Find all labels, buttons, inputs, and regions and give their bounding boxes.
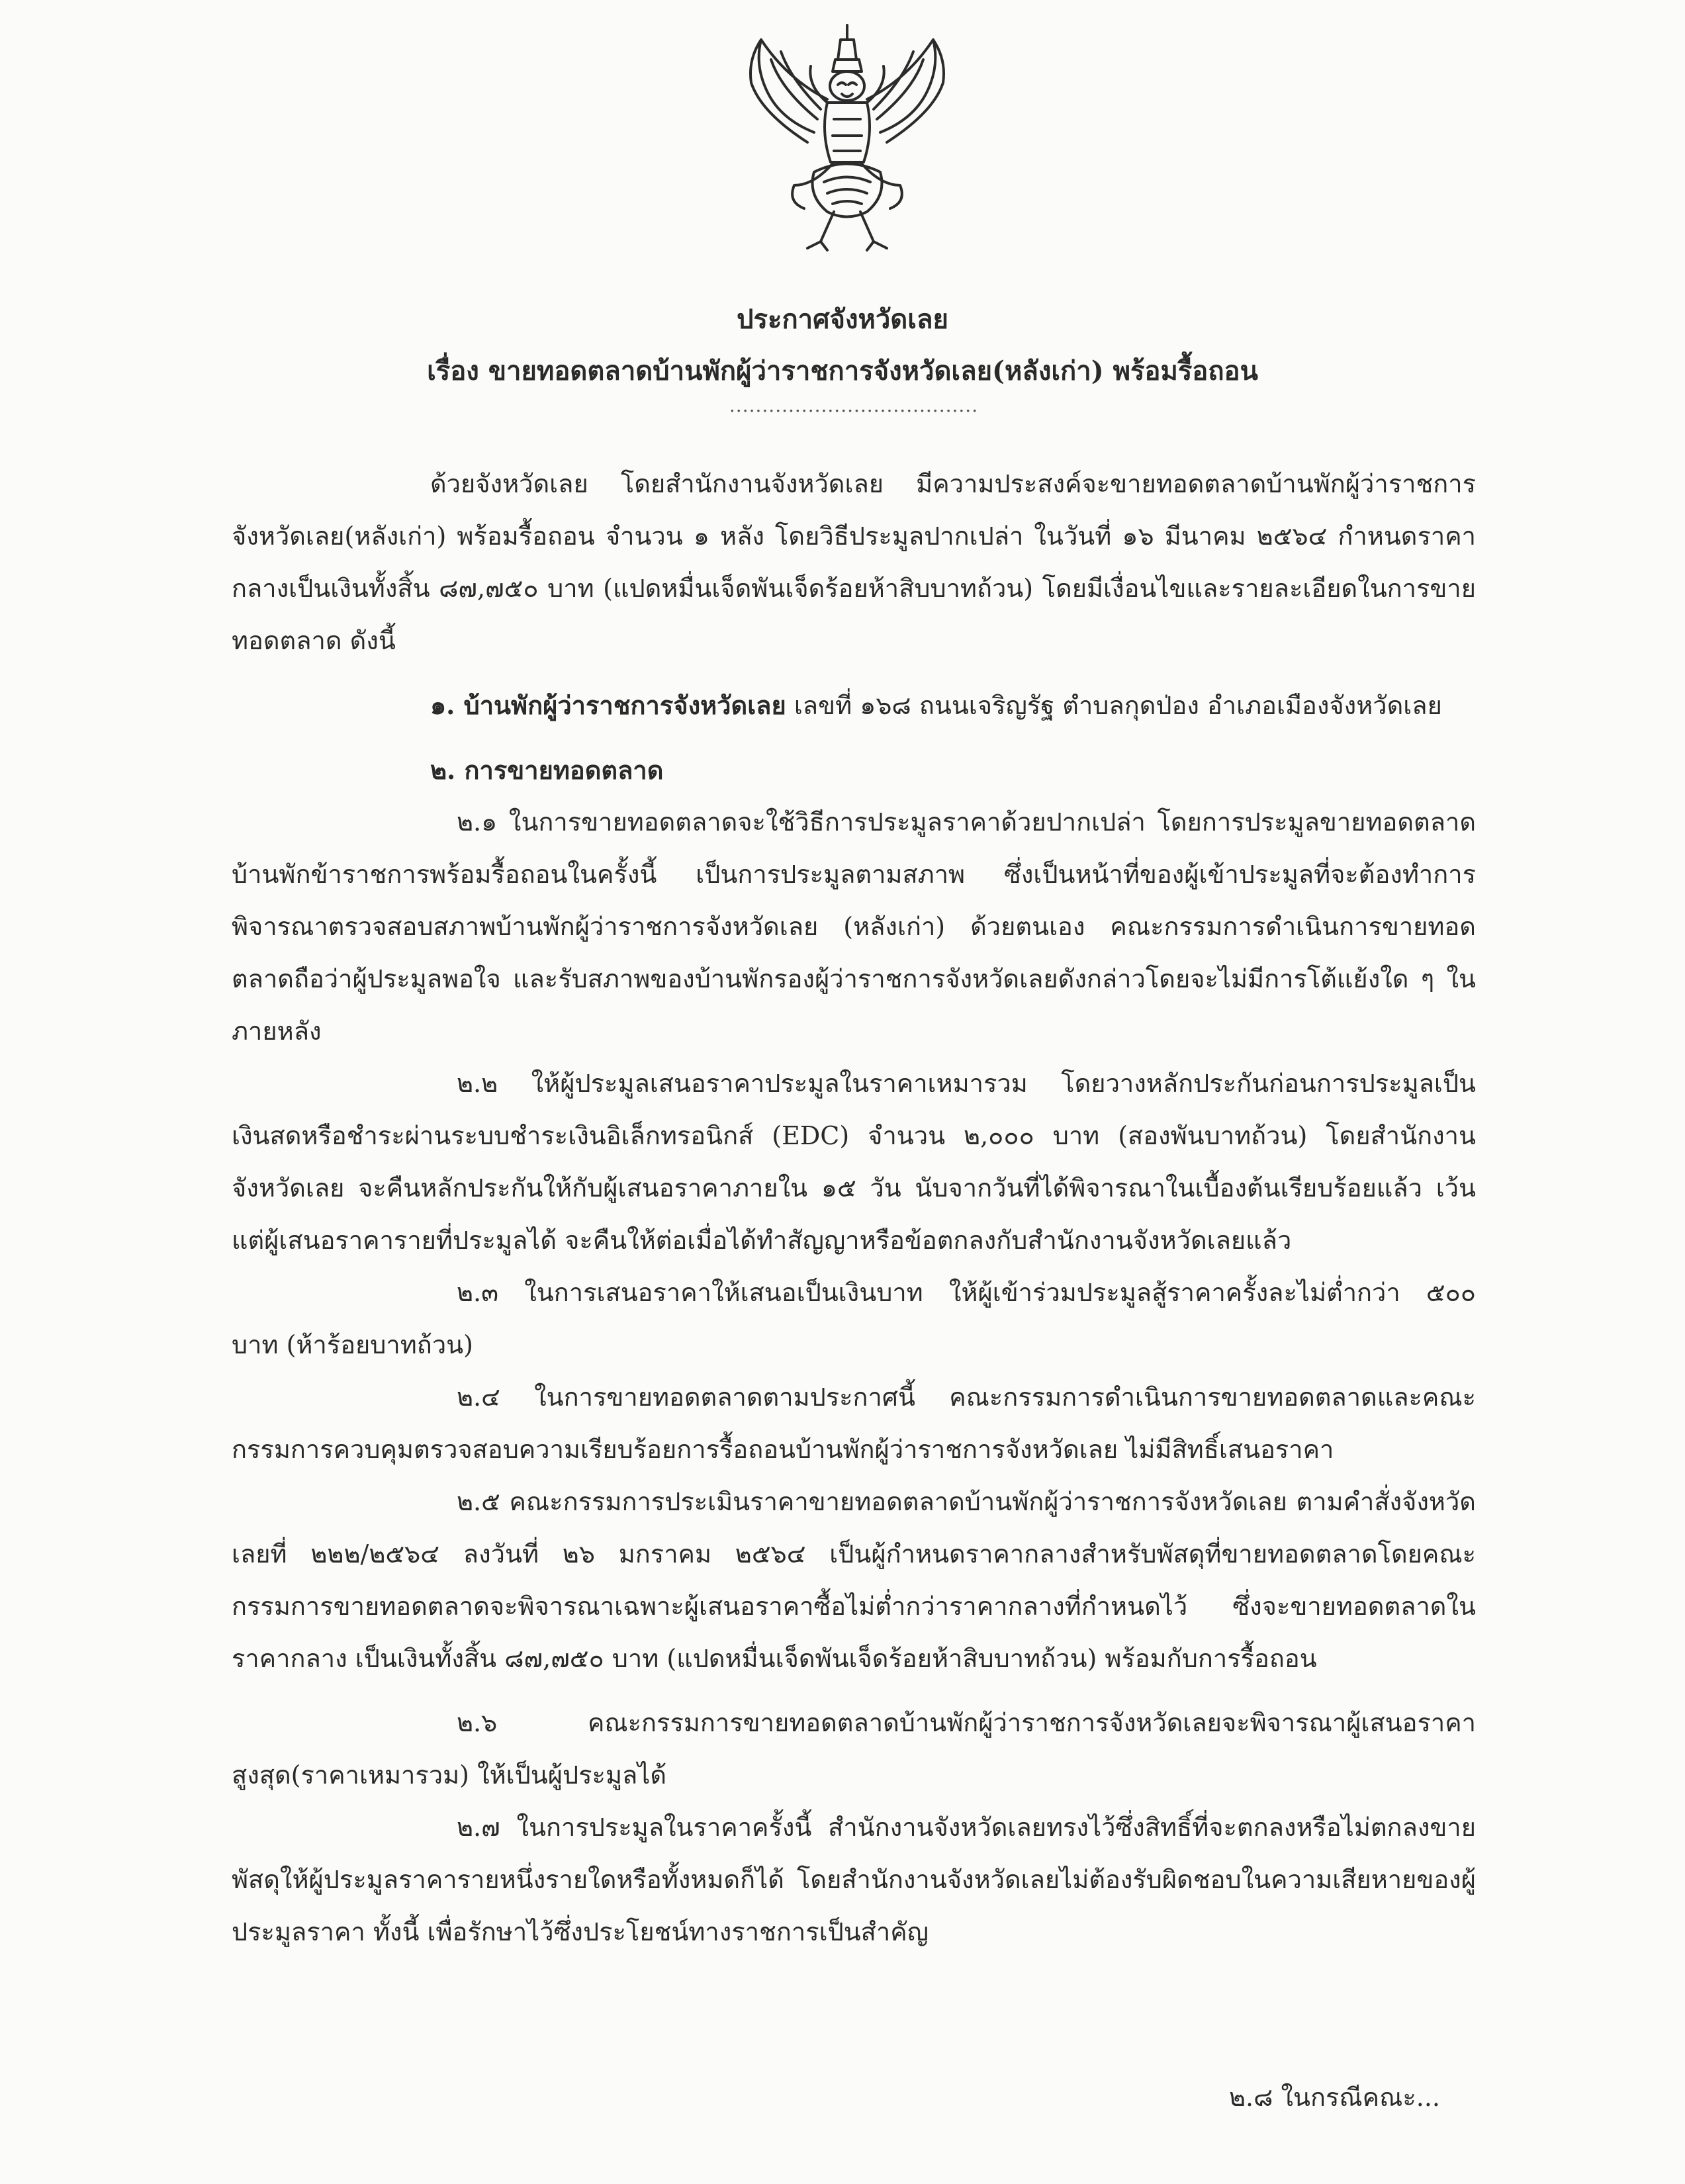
item-2-3-paragraph: ๒.๓ ในการเสนอราคาให้เสนอเป็นเงินบาท ให้ผู้เข้าร่วมประมูลสู้ราคาครั้งละไม่ต่ำกว่า ๕๐๐ บาท (ห้าร้อยบาทถ้วน) — [232, 1278, 1476, 1359]
item-2-5-paragraph: ๒.๕ คณะกรรมการประเมินราคาขายทอดตลาดบ้านพักผู้ว่าราชการจังหวัดเลย ตามคำสั่งจังหวัดเลยที่ ๒๒๒/๒๕๖๔ ลงวันที่ ๒๖ มกราคม ๒๕๖๔ เป็นผู้กำหนดราคากลางสำหรับพัสดุที่ขายทอดตลาดโดยคณะกรรมการขายทอดตลาดจะพิจารณาเฉพาะผู้เสนอราคาซื้อไม่ต่ำกว่าราคากลางที่กำหนดไว้ ซึ่งจะขายทอดตลาดในราคากลาง เป็นเงินทั้งสิ้น ๘๗,๗๕๐ บาท (แปดหมื่นเจ็ดพันเจ็ดร้อยห้าสิบบาทถ้วน) พร้อมกับการรื้อถอน — [232, 1487, 1476, 1673]
item-2-7-paragraph: ๒.๗ ในการประมูลในราคาครั้งนี้ สำนักงานจังหวัดเลยทรงไว้ซึ่งสิทธิ์ที่จะตกลงหรือไม่ตกลงขายพัสดุให้ผู้ประมูลราคารายหนึ่งรายใดหรือทั้งหมดก็ได้ โดยสำนักงานจังหวัดเลยไม่ต้องรับผิดชอบในความเสียหายของผู้ประมูลราคา ทั้งนี้ เพื่อรักษาไว้ซึ่งประโยชน์ทางราชการเป็นสำคัญ — [232, 1813, 1476, 1946]
item-2-heading: ๒. การขายทอดตลาด — [430, 755, 664, 785]
item-2-1-paragraph: ๒.๑ ในการขายทอดตลาดจะใช้วิธีการประมูลราคาด้วยปากเปล่า โดยการประมูลขายทอดตลาดบ้านพักข้าราชการพร้อมรื้อถอนในครั้งนี้ เป็นการประมูลตามสภาพ ซึ่งเป็นหน้าที่ของผู้เข้าประมูลที่จะต้องทำการพิจารณาตรวจสอบสภาพบ้านพักผู้ว่าราชการจังหวัดเลย (หลังเก่า) ด้วยตนเอง คณะกรรมการดำเนินการขายทอดตลาดถือว่าผู้ประมูลพอใจ และรับสภาพของบ้านพักรองผู้ว่าราชการจังหวัดเลยดังกล่าวโดยจะไม่มีการโต้แย้งใด ๆ ในภายหลัง — [232, 807, 1476, 1046]
document-subject: เรื่อง ขายทอดตลาดบ้านพักผู้ว่าราชการจังหวัดเลย(หลังเก่า) พร้อมรื้อถอน — [427, 355, 1258, 387]
document-body — [232, 458, 1476, 1958]
item-1-paragraph — [232, 679, 1476, 732]
intro-paragraph: ด้วยจังหวัดเลย โดยสำนักงานจังหวัดเลย มีความประสงค์จะขายทอดตลาดบ้านพักผู้ว่าราชการจังหวัดเลย(หลังเก่า) พร้อมรื้อถอน จำนวน ๑ หลัง โดยวิธีประมูลปากเปล่า ในวันที่ ๑๖ มีนาคม ๒๕๖๔ กำหนดราคากลางเป็นเงินทั้งสิ้น ๘๗,๗๕๐ บาท (แปดหมื่นเจ็ดพันเจ็ดร้อยห้าสิบบาทถ้วน) โดยมีเงื่อนไขและรายละเอียดในการขายทอดตลาด ดังนี้ — [232, 469, 1476, 655]
document-title: ประกาศจังหวัดเลย — [737, 304, 948, 335]
item-1-text: เลขที่ ๑๖๘ ถนนเจริญรัฐ ตำบลกุดป่อง อำเภอเมืองจังหวัดเลย — [786, 691, 1442, 720]
garuda-emblem-icon — [735, 20, 960, 258]
title-separator: ...................................... — [729, 394, 979, 416]
item-1-heading: ๑. บ้านพักผู้ว่าราชการจังหวัดเลย — [430, 690, 786, 720]
continuation-note: ๒.๘ ในกรณีคณะ... — [1228, 2083, 1440, 2112]
item-2-2-paragraph: ๒.๒ ให้ผู้ประมูลเสนอราคาประมูลในราคาเหมารวม โดยวางหลักประกันก่อนการประมูลเป็นเงินสดหรือชำระผ่านระบบชำระเงินอิเล็กทรอนิกส์ (EDC) จำนวน ๒,๐๐๐ บาท (สองพันบาทถ้วน) โดยสำนักงานจังหวัดเลย จะคืนหลักประกันให้กับผู้เสนอราคาภายใน ๑๕ วัน นับจากวันที่ได้พิจารณาในเบื้องต้นเรียบร้อยแล้ว เว้นแต่ผู้เสนอราคารายที่ประมูลได้ จะคืนให้ต่อเมื่อได้ทำสัญญาหรือข้อตกลงกับสำนักงานจังหวัดเลยแล้ว — [232, 1069, 1476, 1255]
item-2-4-paragraph: ๒.๔ ในการขายทอดตลาดตามประกาศนี้ คณะกรรมการดำเนินการขายทอดตลาดและคณะกรรมการควบคุมตรวจสอบความเรียบร้อยการรื้อถอนบ้านพักผู้ว่าราชการจังหวัดเลย ไม่มีสิทธิ์เสนอราคา — [232, 1383, 1476, 1464]
item-2-6-paragraph: ๒.๖ คณะกรรมการขายทอดตลาดบ้านพักผู้ว่าราชการจังหวัดเลยจะพิจารณาผู้เสนอราคาสูงสุด(ราคาเหมารวม) ให้เป็นผู้ประมูลได้ — [232, 1708, 1476, 1790]
